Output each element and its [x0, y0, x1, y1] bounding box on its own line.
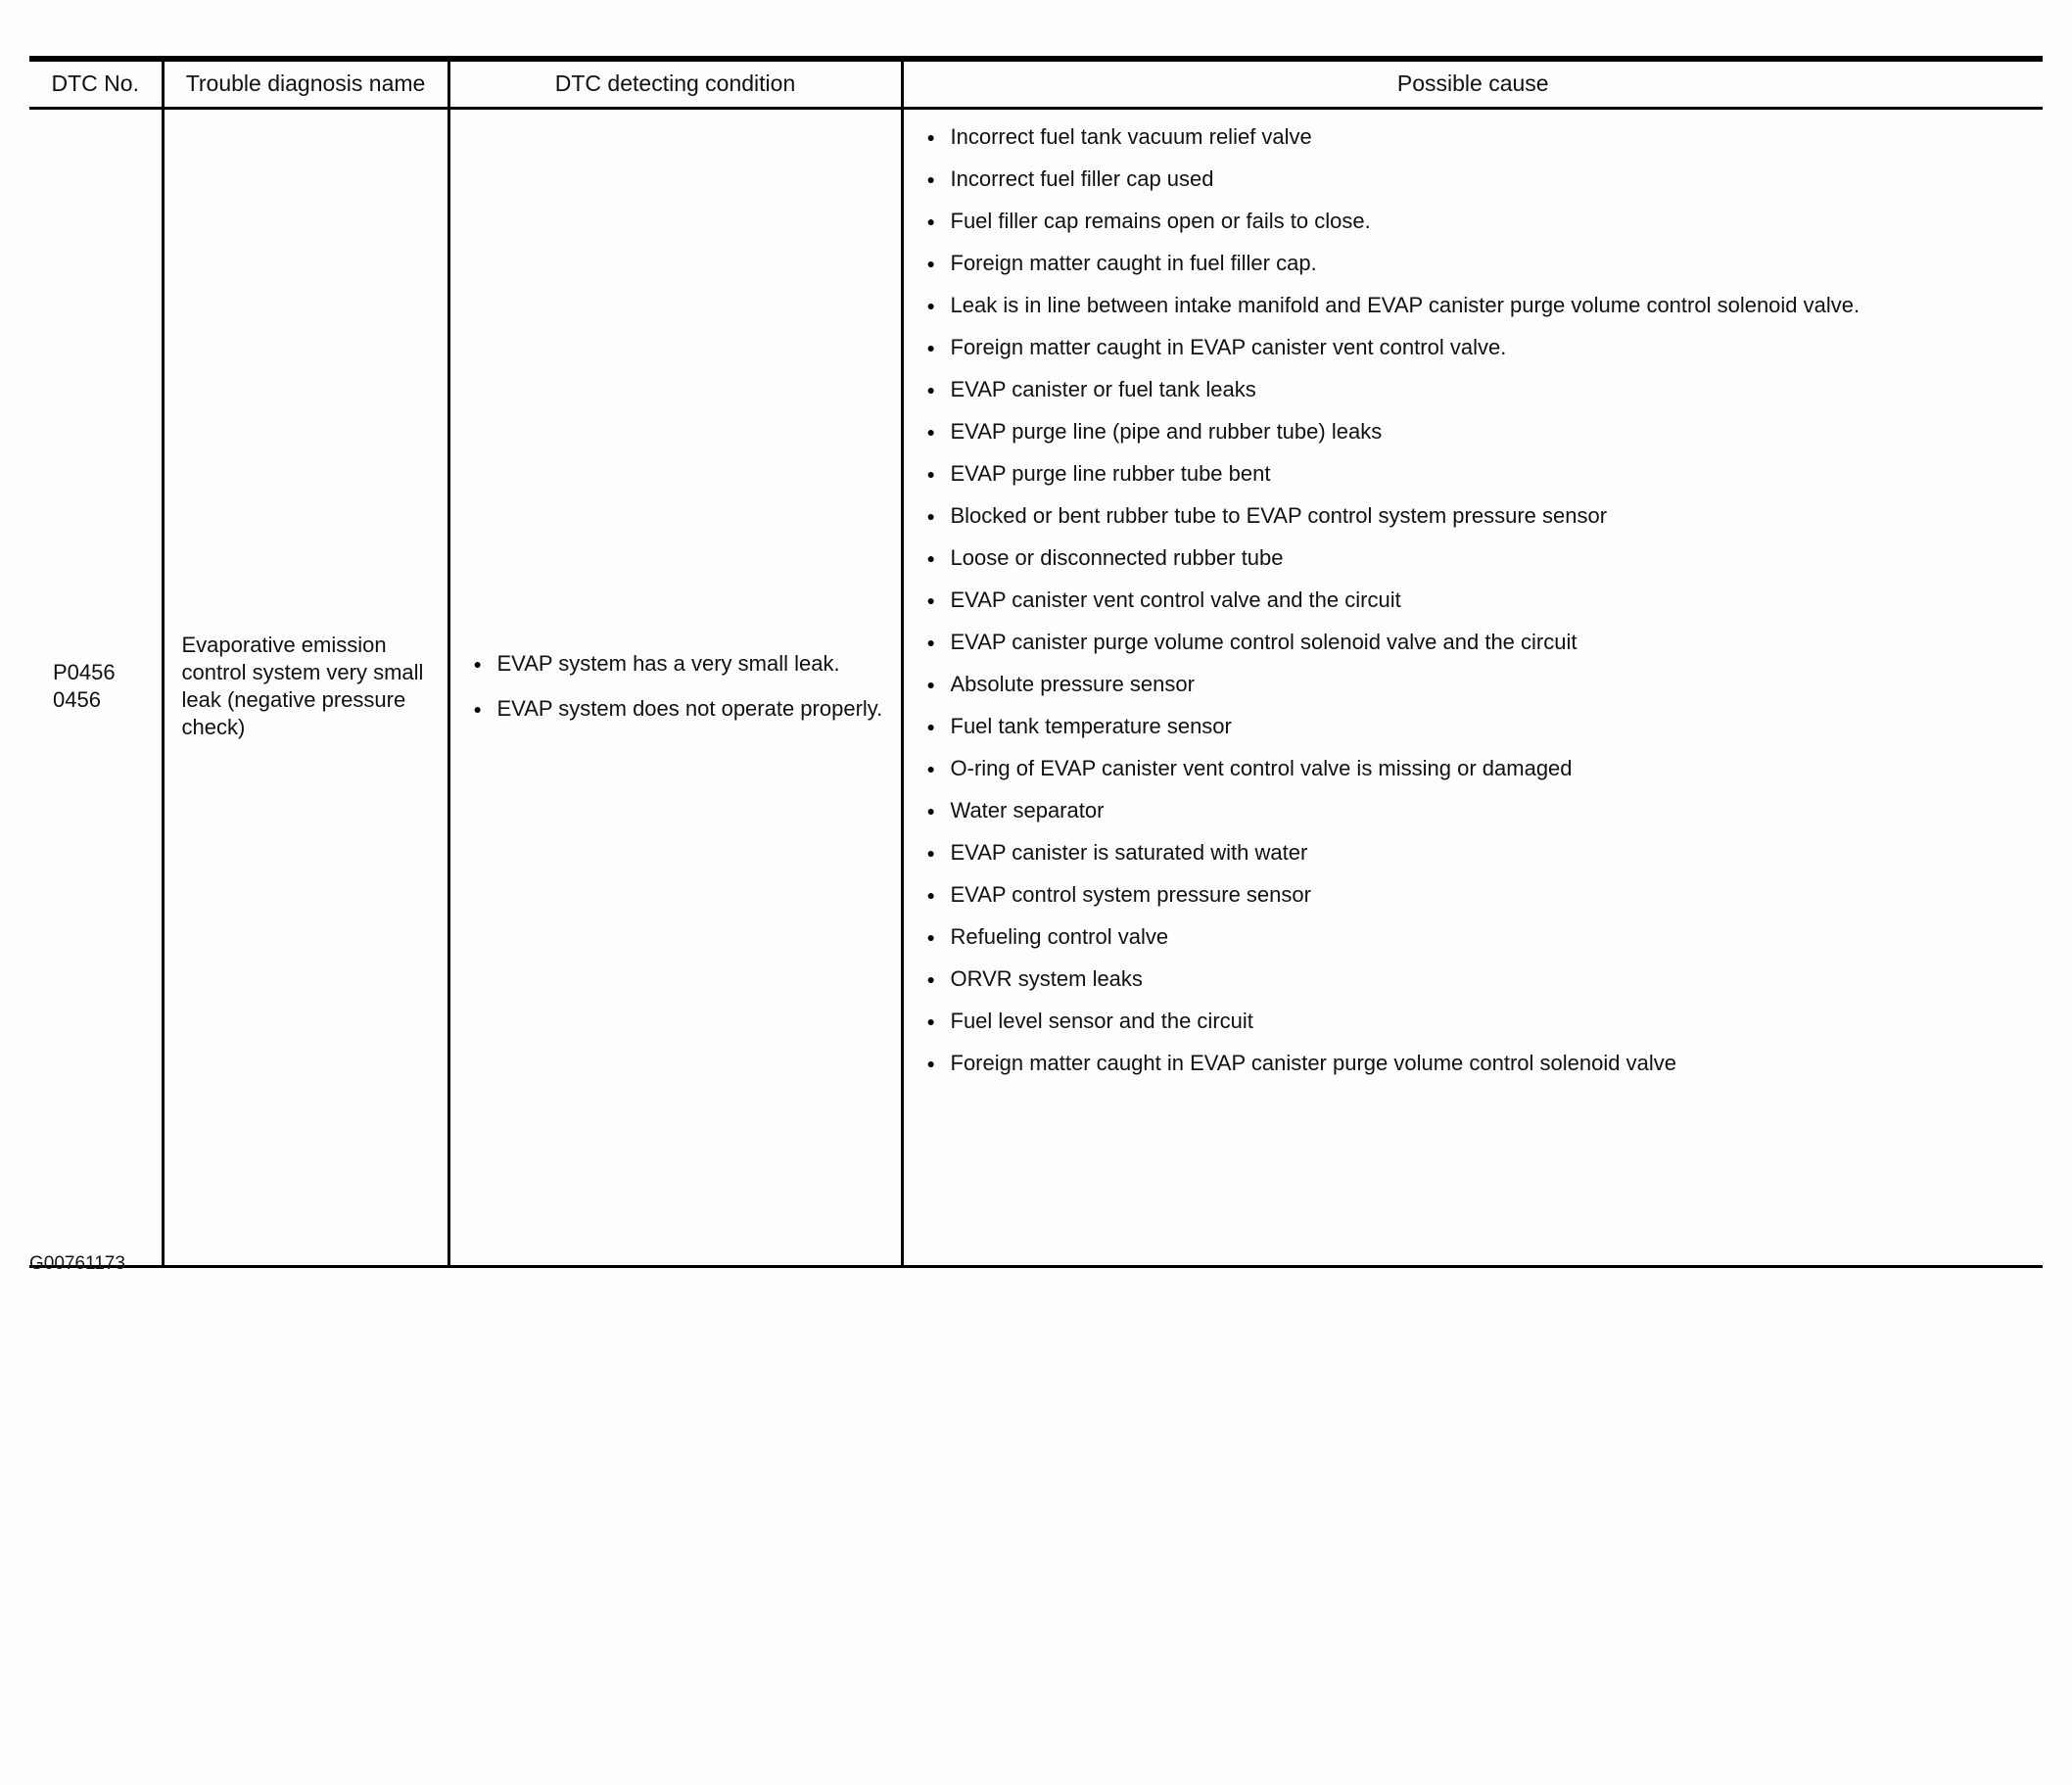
- detecting-condition-item: [474, 650, 883, 678]
- diagnosis-name-text: Evaporative emission control system very small leak (negative pressure check): [181, 633, 424, 739]
- bullet-item-text: EVAP canister purge volume control solenoid valve and the circuit: [950, 630, 1578, 654]
- header-detecting-condition: DTC detecting condition: [448, 59, 902, 109]
- detecting-condition-item: [474, 695, 883, 723]
- bullet-icon: ●: [926, 929, 935, 945]
- bullet-icon: ●: [926, 171, 935, 187]
- bullet-item-text: EVAP system has a very small leak.: [496, 651, 840, 676]
- possible-cause-item: [927, 713, 2026, 740]
- possible-cause-item: [927, 418, 2026, 446]
- possible-cause-item: [927, 671, 2026, 698]
- bullet-icon: ●: [926, 719, 935, 734]
- bullet-item-text: EVAP canister vent control valve and the circuit: [950, 587, 1401, 612]
- bullet-item-text: EVAP purge line rubber tube bent: [950, 461, 1271, 486]
- bullet-item-text: Foreign matter caught in fuel filler cap.: [950, 251, 1317, 275]
- bullet-icon: ●: [473, 656, 482, 672]
- possible-cause-item: [927, 123, 2026, 151]
- bullet-item-text: Incorrect fuel tank vacuum relief valve: [950, 124, 1312, 149]
- bullet-item-text: Water separator: [950, 798, 1105, 822]
- cell-dtc-no: [29, 109, 163, 1267]
- bullet-item-text: EVAP purge line (pipe and rubber tube) leaks: [950, 419, 1383, 444]
- possible-cause-item: [927, 208, 2026, 235]
- possible-cause-item: [927, 292, 2026, 319]
- possible-cause-list: [921, 123, 2026, 1077]
- cell-possible-cause: [902, 109, 2043, 1267]
- dtc-code-obd: P0456: [53, 660, 116, 684]
- bullet-item-text: Absolute pressure sensor: [950, 672, 1195, 696]
- bullet-item-text: Fuel tank temperature sensor: [950, 714, 1232, 738]
- bullet-icon: ●: [926, 340, 935, 355]
- possible-cause-item: [927, 923, 2026, 951]
- possible-cause-item: [927, 250, 2026, 277]
- possible-cause-item: [927, 502, 2026, 530]
- bullet-icon: ●: [926, 424, 935, 440]
- bullet-item-text: Foreign matter caught in EVAP canister purge volume control solenoid valve: [950, 1051, 1676, 1075]
- bullet-icon: ●: [926, 592, 935, 608]
- possible-cause-item: [927, 376, 2026, 403]
- possible-cause-item: [927, 165, 2026, 193]
- bullet-icon: ●: [926, 298, 935, 313]
- bullet-item-text: Loose or disconnected rubber tube: [950, 545, 1284, 570]
- bullet-item-text: EVAP canister or fuel tank leaks: [950, 377, 1256, 401]
- bullet-icon: ●: [926, 803, 935, 819]
- bullet-item-text: EVAP system does not operate properly.: [496, 696, 883, 721]
- possible-cause-item: [927, 1008, 2026, 1035]
- possible-cause-item: [927, 460, 2026, 488]
- bullet-icon: ●: [473, 701, 482, 717]
- possible-cause-item: [927, 755, 2026, 782]
- possible-cause-item: [927, 839, 2026, 867]
- dtc-code-mil: 0456: [53, 687, 101, 712]
- bullet-item-text: EVAP control system pressure sensor: [950, 882, 1311, 907]
- cell-diagnosis-name: [163, 109, 448, 1267]
- bullet-item-text: EVAP canister is saturated with water: [950, 840, 1308, 865]
- bullet-icon: ●: [926, 971, 935, 987]
- bullet-item-text: ORVR system leaks: [950, 966, 1143, 991]
- possible-cause-item: [927, 544, 2026, 572]
- possible-cause-item: [927, 629, 2026, 656]
- bullet-icon: ●: [926, 634, 935, 650]
- bullet-item-text: Fuel level sensor and the circuit: [950, 1009, 1253, 1033]
- header-diagnosis-name: Trouble diagnosis name: [163, 59, 448, 109]
- bullet-icon: ●: [926, 677, 935, 692]
- bullet-item-text: Leak is in line between intake manifold and EVAP canister purge volume control solenoid valve.: [950, 293, 1860, 317]
- bullet-icon: ●: [926, 256, 935, 271]
- bullet-icon: ●: [926, 887, 935, 903]
- bullet-item-text: O-ring of EVAP canister vent control valve is missing or damaged: [950, 756, 1573, 780]
- dtc-diagnosis-table: [29, 56, 2043, 1268]
- bullet-icon: ●: [926, 129, 935, 145]
- bullet-icon: ●: [926, 761, 935, 776]
- bullet-item-text: Incorrect fuel filler cap used: [950, 166, 1214, 191]
- bullet-icon: ●: [926, 1013, 935, 1029]
- bullet-icon: ●: [926, 213, 935, 229]
- bullet-icon: ●: [926, 1056, 935, 1071]
- table-row: [29, 109, 2043, 1267]
- bullet-icon: ●: [926, 466, 935, 482]
- bullet-icon: ●: [926, 550, 935, 566]
- bullet-icon: ●: [926, 382, 935, 398]
- possible-cause-item: [927, 881, 2026, 909]
- bullet-item-text: Blocked or bent rubber tube to EVAP control system pressure sensor: [950, 503, 1608, 528]
- header-possible-cause: Possible cause: [902, 59, 2043, 109]
- header-dtc-no: DTC No.: [29, 59, 163, 109]
- table-header-row: [29, 59, 2043, 109]
- figure-code: G00761173: [29, 1253, 125, 1274]
- bullet-item-text: Foreign matter caught in EVAP canister vent control valve.: [950, 335, 1507, 359]
- possible-cause-item: [927, 334, 2026, 361]
- bullet-item-text: Refueling control valve: [950, 924, 1169, 949]
- possible-cause-item: [927, 797, 2026, 824]
- bullet-item-text: Fuel filler cap remains open or fails to close.: [950, 209, 1371, 233]
- cell-detecting-condition: [448, 109, 902, 1267]
- bullet-icon: ●: [926, 845, 935, 861]
- detecting-condition-list: [468, 650, 883, 723]
- bullet-icon: ●: [926, 508, 935, 524]
- possible-cause-item: [927, 1050, 2026, 1077]
- possible-cause-item: [927, 965, 2026, 993]
- possible-cause-item: [927, 587, 2026, 614]
